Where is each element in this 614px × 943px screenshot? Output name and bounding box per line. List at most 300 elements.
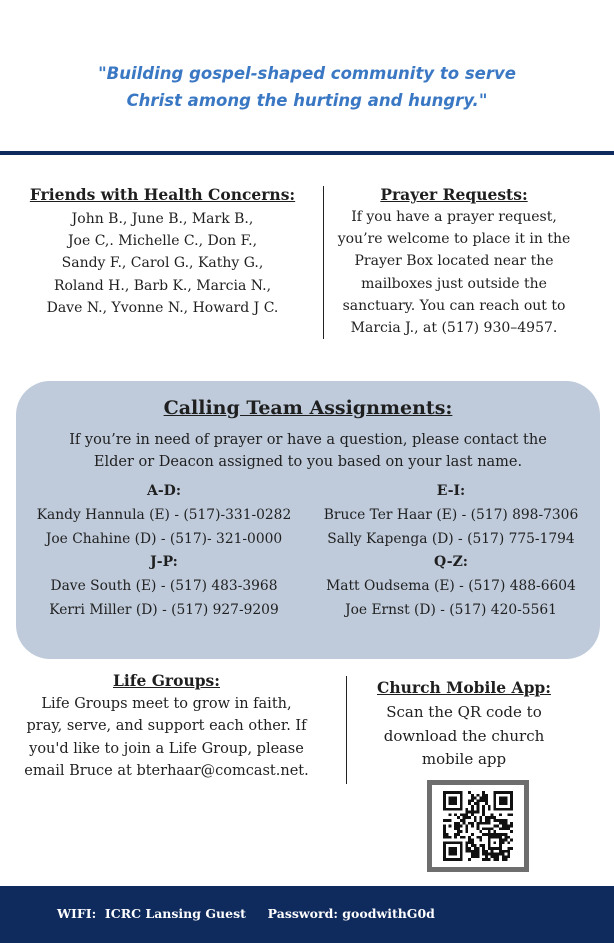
qr-module — [460, 794, 463, 797]
qr-module — [474, 850, 477, 853]
qr-module — [499, 839, 502, 842]
qr-module — [471, 844, 474, 847]
contact-entry: Joe Ernst (D) - (517) 420-5561 — [345, 602, 557, 618]
qr-module — [505, 808, 508, 811]
qr-module — [479, 816, 482, 819]
friends-line: John B., June B., Mark B., — [71, 211, 254, 227]
qr-module — [451, 847, 454, 850]
friends-health-heading: Friends with Health Concerns: — [29, 185, 296, 204]
qr-module — [465, 844, 468, 847]
qr-module — [488, 841, 491, 844]
qr-module — [446, 808, 449, 811]
qr-module — [485, 794, 488, 797]
qr-module — [502, 833, 505, 836]
mobile-app-section — [355, 676, 573, 772]
qr-module — [457, 833, 460, 836]
qr-module — [454, 822, 457, 825]
qr-module — [491, 853, 494, 856]
qr-module — [449, 858, 452, 861]
qr-module — [465, 850, 468, 853]
qr-module — [488, 839, 491, 842]
qr-module — [471, 794, 474, 797]
qr-module — [465, 816, 468, 819]
qr-module — [482, 853, 485, 856]
qr-module — [454, 797, 457, 800]
qr-module — [463, 813, 466, 816]
contact-entry: Sally Kapenga (D) - (517) 775-1794 — [327, 531, 575, 547]
qr-module — [493, 841, 496, 844]
qr-module — [505, 799, 508, 802]
contact-entry: Kandy Hannula (E) - (517)-331-0282 — [36, 507, 292, 523]
qr-module — [446, 819, 449, 822]
qr-module — [499, 808, 502, 811]
qr-module — [443, 794, 446, 797]
wifi-network: WIFI: ICRC Lansing Guest — [57, 906, 246, 921]
qr-module — [454, 808, 457, 811]
friends-health-section — [10, 184, 315, 319]
qr-module — [477, 836, 480, 839]
prayer-requests-heading: Prayer Requests: — [380, 185, 528, 204]
qr-module — [465, 841, 468, 844]
qr-module — [474, 844, 477, 847]
qr-code-icon[interactable] — [427, 780, 529, 872]
qr-module — [488, 836, 491, 839]
prayer-line: Prayer Box located near the — [354, 253, 554, 270]
group-label-q-z: Q-Z: — [434, 554, 468, 570]
qr-module — [482, 847, 485, 850]
qr-module — [443, 802, 446, 805]
qr-module — [449, 847, 452, 850]
qr-module — [510, 839, 513, 842]
qr-module — [460, 802, 463, 805]
qr-module — [449, 853, 452, 856]
friends-line: Roland H., Barb K., Marcia N., — [53, 277, 272, 294]
qr-module — [465, 827, 468, 830]
qr-module — [482, 808, 485, 811]
qr-module — [507, 850, 510, 853]
qr-module — [505, 836, 508, 839]
qr-module — [502, 841, 505, 844]
qr-module — [505, 822, 508, 825]
qr-module — [510, 802, 513, 805]
qr-module — [468, 839, 471, 842]
qr-module — [460, 808, 463, 811]
qr-module — [468, 850, 471, 853]
qr-module — [496, 853, 499, 856]
qr-module — [482, 844, 485, 847]
qr-module — [451, 802, 454, 805]
qr-module — [463, 819, 466, 822]
qr-module — [482, 791, 485, 794]
qr-module — [496, 791, 499, 794]
qr-module — [460, 805, 463, 808]
qr-module — [468, 816, 471, 819]
qr-module — [479, 836, 482, 839]
qr-module — [499, 847, 502, 850]
qr-module — [485, 855, 488, 858]
qr-module — [502, 797, 505, 800]
qr-module — [502, 850, 505, 853]
qr-module — [510, 847, 513, 850]
qr-module — [468, 858, 471, 861]
qr-module — [465, 847, 468, 850]
qr-module — [449, 850, 452, 853]
qr-module — [451, 841, 454, 844]
qr-module — [443, 841, 446, 844]
qr-module — [477, 825, 480, 828]
qr-module — [507, 853, 510, 856]
qr-module — [485, 822, 488, 825]
qr-module — [496, 819, 499, 822]
qr-module — [488, 805, 491, 808]
mobile-app-line: download the church — [383, 726, 545, 745]
qr-module — [468, 791, 471, 794]
qr-module — [479, 819, 482, 822]
qr-module — [507, 791, 510, 794]
qr-module — [463, 836, 466, 839]
wifi-password: Password: goodwithG0d — [267, 906, 435, 921]
qr-module — [457, 841, 460, 844]
column-divider — [323, 186, 324, 339]
qr-module — [507, 841, 510, 844]
qr-module — [502, 819, 505, 822]
qr-module — [493, 833, 496, 836]
prayer-line: If you have a prayer request, — [351, 209, 557, 225]
qr-module — [460, 844, 463, 847]
qr-module — [496, 858, 499, 861]
qr-module — [443, 847, 446, 850]
qr-module — [465, 813, 468, 816]
qr-module — [471, 833, 474, 836]
qr-module — [471, 855, 474, 858]
qr-module — [499, 791, 502, 794]
qr-module — [451, 853, 454, 856]
qr-module — [499, 813, 502, 816]
qr-module — [471, 850, 474, 853]
qr-module — [457, 858, 460, 861]
qr-module — [460, 847, 463, 850]
qr-module — [471, 811, 474, 814]
calling-team-panel — [16, 381, 600, 659]
qr-module — [468, 811, 471, 814]
qr-module — [485, 858, 488, 861]
qr-module — [460, 836, 463, 839]
life-groups-heading: Life Groups: — [112, 671, 220, 690]
qr-module — [485, 850, 488, 853]
qr-module — [488, 827, 491, 830]
qr-module — [485, 819, 488, 822]
qr-module — [477, 850, 480, 853]
qr-module — [505, 833, 508, 836]
qr-module — [477, 799, 480, 802]
qr-module — [460, 791, 463, 794]
qr-module — [449, 836, 452, 839]
qr-module — [493, 791, 496, 794]
qr-module — [443, 833, 446, 836]
mobile-app-line: Scan the QR code to — [386, 703, 542, 721]
qr-module — [491, 813, 494, 816]
qr-module — [510, 791, 513, 794]
qr-module — [499, 797, 502, 800]
qr-module — [443, 858, 446, 861]
qr-module — [451, 797, 454, 800]
qr-module — [505, 797, 508, 800]
qr-module — [479, 839, 482, 842]
qr-module — [449, 802, 452, 805]
qr-module — [510, 822, 513, 825]
qr-module — [502, 825, 505, 828]
qr-module — [474, 853, 477, 856]
qr-module — [505, 839, 508, 842]
qr-module — [499, 799, 502, 802]
mobile-app-heading: Church Mobile App: — [377, 678, 551, 697]
qr-module — [443, 836, 446, 839]
qr-module — [454, 799, 457, 802]
prayer-line: sanctuary. You can reach out to — [342, 297, 566, 314]
qr-module — [482, 833, 485, 836]
header-divider — [0, 151, 614, 155]
contact-entry: Joe Chahine (D) - (517)- 321-0000 — [45, 531, 283, 547]
qr-module — [479, 830, 482, 833]
qr-module — [488, 844, 491, 847]
qr-module — [499, 833, 502, 836]
friends-line: Sandy F., Carol G., Kathy G., — [61, 255, 264, 272]
qr-module — [502, 822, 505, 825]
qr-module — [482, 794, 485, 797]
qr-module — [449, 797, 452, 800]
qr-module — [454, 858, 457, 861]
qr-module — [499, 836, 502, 839]
prayer-line: Marcia J., at (517) 930–4957. — [350, 320, 558, 337]
qr-module — [460, 853, 463, 856]
qr-module — [485, 816, 488, 819]
qr-module — [510, 825, 513, 828]
qr-module — [502, 839, 505, 842]
qr-module — [477, 847, 480, 850]
friends-line: Joe C,. Michelle C., Don F., — [67, 233, 258, 250]
qr-module — [446, 858, 449, 861]
qr-module — [510, 808, 513, 811]
qr-module — [471, 808, 474, 811]
qr-module — [443, 819, 446, 822]
qr-module — [488, 819, 491, 822]
qr-module — [468, 841, 471, 844]
qr-module — [496, 855, 499, 858]
qr-module — [479, 797, 482, 800]
contact-entry: Bruce Ter Haar (E) - (517) 898-7306 — [323, 507, 579, 523]
qr-module — [451, 858, 454, 861]
calling-intro-line-2: Elder or Deacon assigned to you based on your last name. — [93, 454, 523, 470]
qr-module — [482, 827, 485, 830]
qr-module — [502, 791, 505, 794]
qr-module — [477, 808, 480, 811]
qr-module — [482, 799, 485, 802]
life-groups-line: you'd like to join a Life Group, please — [29, 740, 304, 757]
qr-module — [451, 850, 454, 853]
qr-module — [443, 791, 446, 794]
qr-module — [449, 819, 452, 822]
qr-module — [477, 827, 480, 830]
qr-module — [505, 855, 508, 858]
qr-module — [460, 797, 463, 800]
qr-module — [505, 791, 508, 794]
qr-module — [451, 799, 454, 802]
qr-module — [454, 825, 457, 828]
column-divider — [346, 676, 347, 784]
qr-module — [485, 827, 488, 830]
tagline-line-2: Christ among the hurting and hungry." — [126, 91, 488, 110]
qr-module — [468, 802, 471, 805]
contact-entry: Dave South (E) - (517) 483-3968 — [50, 578, 278, 594]
qr-module — [496, 825, 499, 828]
qr-module — [488, 816, 491, 819]
qr-module — [460, 850, 463, 853]
qr-module — [454, 802, 457, 805]
qr-module — [474, 816, 477, 819]
qr-module — [482, 811, 485, 814]
calling-column-right — [309, 480, 593, 622]
qr-module — [449, 799, 452, 802]
calling-team-intro — [16, 429, 600, 473]
qr-module — [491, 827, 494, 830]
qr-module — [502, 799, 505, 802]
qr-module — [505, 819, 508, 822]
qr-module — [460, 841, 463, 844]
qr-module — [474, 811, 477, 814]
qr-module — [505, 850, 508, 853]
calling-team-title: Calling Team Assignments: — [163, 397, 453, 419]
calling-intro-line-1: If you’re in need of prayer or have a question, please contact the — [69, 432, 547, 448]
qr-module — [502, 853, 505, 856]
footer-bar — [0, 886, 614, 943]
qr-module — [499, 802, 502, 805]
qr-module — [482, 858, 485, 861]
qr-module — [454, 847, 457, 850]
qr-module — [471, 805, 474, 808]
qr-module — [477, 822, 480, 825]
qr-module — [491, 855, 494, 858]
qr-module — [451, 791, 454, 794]
qr-module — [460, 830, 463, 833]
calling-column-left — [16, 480, 312, 622]
qr-module — [471, 825, 474, 828]
qr-module — [493, 794, 496, 797]
qr-module — [488, 833, 491, 836]
qr-module — [499, 827, 502, 830]
life-groups-line: pray, serve, and support each other. If — [26, 718, 307, 735]
contact-entry: Matt Oudsema (E) - (517) 488-6604 — [326, 578, 576, 594]
qr-module — [493, 847, 496, 850]
qr-module — [474, 847, 477, 850]
qr-module — [499, 853, 502, 856]
qr-module — [507, 813, 510, 816]
qr-module — [471, 822, 474, 825]
qr-module — [505, 802, 508, 805]
qr-module — [496, 833, 499, 836]
qr-module — [463, 816, 466, 819]
qr-module — [446, 836, 449, 839]
qr-module — [491, 850, 494, 853]
prayer-requests-section — [326, 184, 582, 339]
qr-module — [460, 819, 463, 822]
qr-module — [505, 827, 508, 830]
group-label-j-p: J-P: — [150, 554, 178, 570]
qr-module — [488, 858, 491, 861]
qr-module — [493, 805, 496, 808]
prayer-line: you’re welcome to place it in the — [337, 231, 571, 248]
qr-module — [446, 791, 449, 794]
qr-module — [499, 850, 502, 853]
qr-module — [507, 847, 510, 850]
friends-line: Dave N., Yvonne N., Howard J C. — [46, 299, 279, 316]
qr-module — [499, 841, 502, 844]
qr-module — [493, 802, 496, 805]
group-label-e-i: E-I: — [436, 483, 466, 499]
qr-module — [454, 836, 457, 839]
qr-module — [507, 825, 510, 828]
qr-module — [510, 805, 513, 808]
qr-module — [491, 833, 494, 836]
qr-module — [474, 797, 477, 800]
qr-module — [443, 830, 446, 833]
qr-module — [488, 853, 491, 856]
qr-module — [443, 853, 446, 856]
qr-module — [485, 799, 488, 802]
qr-module — [482, 797, 485, 800]
qr-module — [477, 794, 480, 797]
qr-module — [449, 825, 452, 828]
qr-module — [443, 825, 446, 828]
qr-module — [454, 833, 457, 836]
qr-module — [510, 797, 513, 800]
qr-module — [505, 858, 508, 861]
qr-module — [457, 822, 460, 825]
qr-module — [460, 825, 463, 828]
qr-module — [496, 836, 499, 839]
qr-module — [471, 841, 474, 844]
qr-module — [454, 827, 457, 830]
qr-module — [457, 830, 460, 833]
qr-module — [499, 844, 502, 847]
qr-module — [471, 813, 474, 816]
qr-module — [493, 797, 496, 800]
qr-module — [485, 833, 488, 836]
qr-module — [449, 813, 452, 816]
qr-module — [465, 830, 468, 833]
tagline-line-1: "Building gospel-shaped community to serve — [98, 64, 516, 83]
qr-module — [443, 855, 446, 858]
qr-module — [457, 808, 460, 811]
qr-module — [493, 853, 496, 856]
qr-module — [451, 808, 454, 811]
qr-module — [449, 808, 452, 811]
qr-module — [446, 833, 449, 836]
qr-module — [510, 830, 513, 833]
qr-module — [471, 797, 474, 800]
qr-module — [502, 855, 505, 858]
qr-module — [505, 825, 508, 828]
qr-module — [493, 855, 496, 858]
qr-module — [507, 827, 510, 830]
qr-module — [449, 791, 452, 794]
qr-module — [443, 850, 446, 853]
qr-module — [502, 802, 505, 805]
qr-module — [482, 822, 485, 825]
qr-module — [446, 841, 449, 844]
qr-module — [454, 791, 457, 794]
qr-module — [493, 830, 496, 833]
qr-module — [493, 808, 496, 811]
